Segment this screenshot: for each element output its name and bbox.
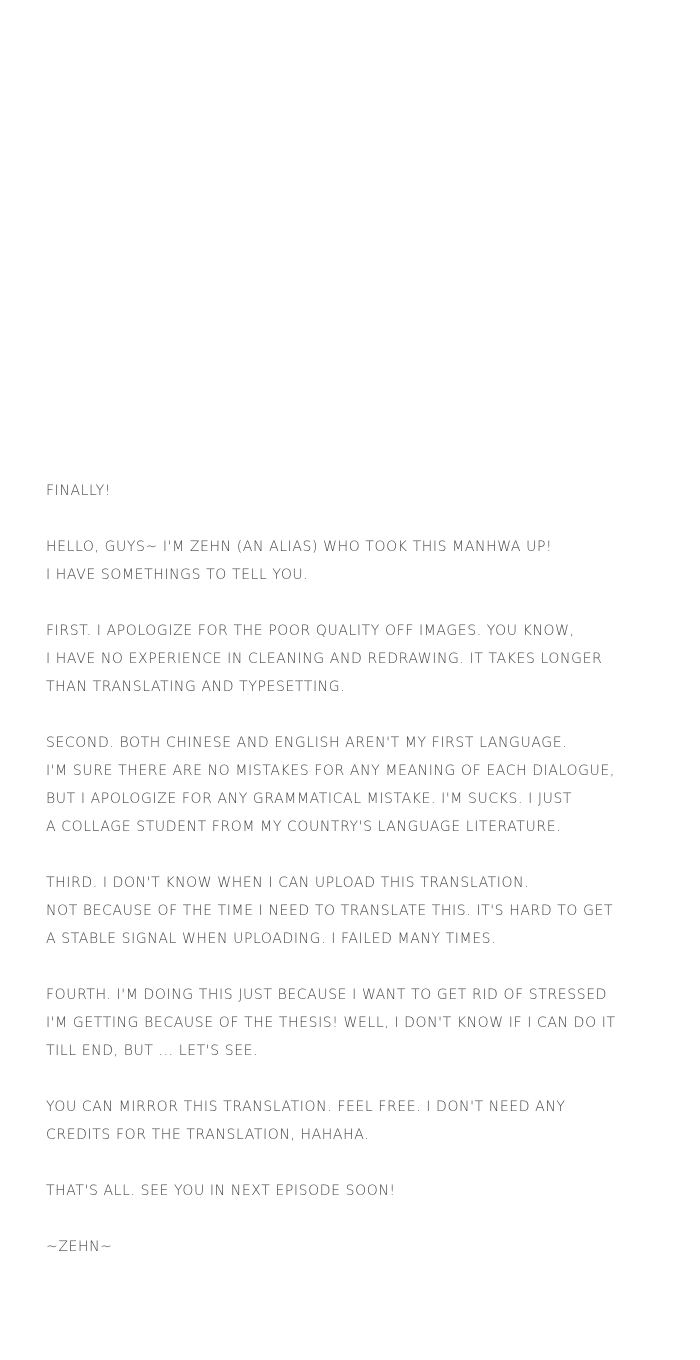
note-paragraph-third bbox=[46, 869, 686, 953]
note-line: FOURTH. I'M DOING THIS JUST BECAUSE I WANT TO GET RID OF STRESSED bbox=[46, 987, 608, 1003]
note-line: FIRST. I APOLOGIZE FOR THE POOR QUALITY OFF IMAGES. YOU KNOW, bbox=[46, 623, 575, 639]
note-line: NOT BECAUSE OF THE TIME I NEED TO TRANSLATE THIS. IT'S HARD TO GET bbox=[46, 903, 614, 919]
note-paragraph-second bbox=[46, 729, 686, 841]
note-line: THIRD. I DON'T KNOW WHEN I CAN UPLOAD THIS TRANSLATION. bbox=[46, 875, 530, 891]
translator-note bbox=[46, 477, 686, 1289]
note-line: BUT I APOLOGIZE FOR ANY GRAMMATICAL MISTAKE. I'M SUCKS. I JUST bbox=[46, 791, 573, 807]
note-line: I'M SURE THERE ARE NO MISTAKES FOR ANY MEANING OF EACH DIALOGUE, bbox=[46, 763, 615, 779]
note-line: YOU CAN MIRROR THIS TRANSLATION. FEEL FREE. I DON'T NEED ANY bbox=[46, 1099, 566, 1115]
note-paragraph-closing bbox=[46, 1177, 686, 1205]
note-line: I'M GETTING BECAUSE OF THE THESIS! WELL, I DON'T KNOW IF I CAN DO IT bbox=[46, 1015, 616, 1031]
note-line: THAT'S ALL. SEE YOU IN NEXT EPISODE SOON! bbox=[46, 1183, 396, 1199]
note-line: A COLLAGE STUDENT FROM MY COUNTRY'S LANGUAGE LITERATURE. bbox=[46, 819, 562, 835]
note-line: A STABLE SIGNAL WHEN UPLOADING. I FAILED MANY TIMES. bbox=[46, 931, 497, 947]
note-line: I HAVE NO EXPERIENCE IN CLEANING AND REDRAWING. IT TAKES LONGER bbox=[46, 651, 603, 667]
note-line: SECOND. BOTH CHINESE AND ENGLISH AREN'T MY FIRST LANGUAGE. bbox=[46, 735, 568, 751]
note-paragraph-first bbox=[46, 617, 686, 701]
note-line: CREDITS FOR THE TRANSLATION, HAHAHA. bbox=[46, 1127, 370, 1143]
note-line: HELLO, GUYS~ I'M ZEHN (AN ALIAS) WHO TOOK THIS MANHWA UP! bbox=[46, 539, 553, 555]
note-paragraph-exclaim bbox=[46, 477, 686, 505]
note-line: I HAVE SOMETHINGS TO TELL YOU. bbox=[46, 567, 309, 583]
note-paragraph-mirror bbox=[46, 1093, 686, 1149]
note-signature bbox=[46, 1233, 686, 1261]
note-line: THAN TRANSLATING AND TYPESETTING. bbox=[46, 679, 346, 695]
note-paragraph-fourth bbox=[46, 981, 686, 1065]
signature-text: ~ZEHN~ bbox=[46, 1239, 113, 1255]
note-line: TILL END, BUT ... LET'S SEE. bbox=[46, 1043, 259, 1059]
note-paragraph-greeting bbox=[46, 533, 686, 589]
note-line: FINALLY! bbox=[46, 483, 111, 499]
